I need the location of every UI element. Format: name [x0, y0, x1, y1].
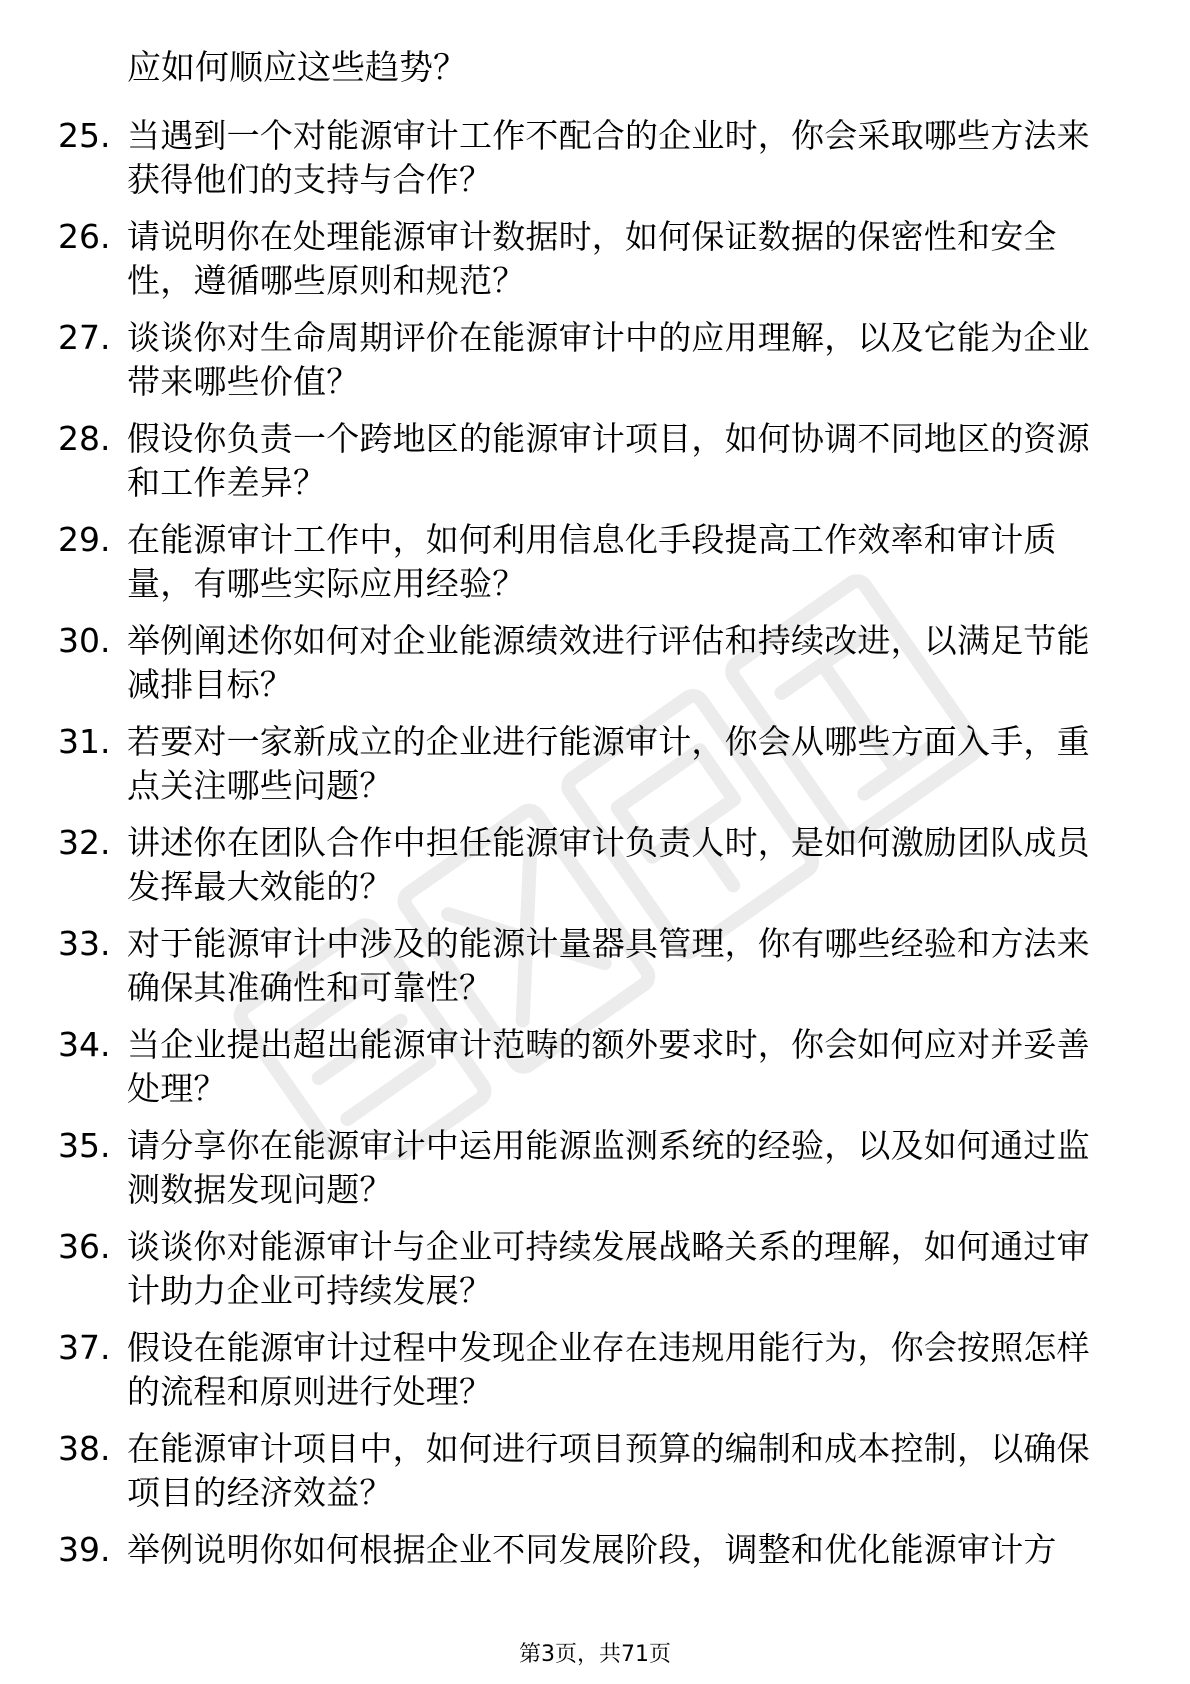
question-item — [0, 417, 1190, 518]
question-item — [0, 1326, 1190, 1427]
question-number: 25. — [58, 116, 111, 155]
question-number: 28. — [58, 419, 111, 458]
question-item — [0, 821, 1190, 922]
question-item — [0, 1528, 1190, 1629]
question-text: 请说明你在处理能源审计数据时，如何保证数据的保密性和安全性，遵循哪些原则和规范？ — [127, 217, 1057, 300]
question-item — [0, 619, 1190, 720]
question-item — [0, 114, 1190, 215]
question-text: 请分享你在能源审计中运用能源监测系统的经验，以及如何通过监测数据发现问题？ — [127, 1126, 1090, 1209]
question-number: 31. — [58, 722, 111, 761]
question-text: 在能源审计项目中，如何进行项目预算的编制和成本控制，以确保项目的经济效益？ — [127, 1429, 1090, 1512]
question-item — [0, 1427, 1190, 1528]
question-number: 37. — [58, 1328, 111, 1367]
question-text: 讲述你在团队合作中担任能源审计负责人时，是如何激励团队成员发挥最大效能的？ — [127, 823, 1090, 906]
question-text: 谈谈你对生命周期评价在能源审计中的应用理解，以及它能为企业带来哪些价值？ — [127, 318, 1090, 401]
continued-question-text: 应如何顺应这些趋势？ — [127, 48, 467, 88]
question-text: 若要对一家新成立的企业进行能源审计，你会从哪些方面入手，重点关注哪些问题？ — [127, 722, 1090, 805]
question-list — [0, 114, 1190, 1629]
question-text: 假设你负责一个跨地区的能源审计项目，如何协调不同地区的资源和工作差异？ — [127, 419, 1090, 502]
question-text: 举例说明你如何根据企业不同发展阶段，调整和优化能源审计方 — [127, 1530, 1057, 1569]
question-text: 谈谈你对能源审计与企业可持续发展战略关系的理解，如何通过审计助力企业可持续发展？ — [127, 1227, 1090, 1310]
question-text: 当企业提出超出能源审计范畴的额外要求时，你会如何应对并妥善处理？ — [127, 1025, 1090, 1108]
question-item — [0, 720, 1190, 821]
question-text: 在能源审计工作中，如何利用信息化手段提高工作效率和审计质量，有哪些实际应用经验？ — [127, 520, 1057, 603]
question-number: 26. — [58, 217, 111, 256]
question-number: 39. — [58, 1530, 111, 1569]
question-number: 29. — [58, 520, 111, 559]
question-text: 假设在能源审计过程中发现企业存在违规用能行为，你会按照怎样的流程和原则进行处理？ — [127, 1328, 1090, 1411]
question-number: 32. — [58, 823, 111, 862]
question-item — [0, 215, 1190, 316]
question-item — [0, 922, 1190, 1023]
question-item — [0, 1124, 1190, 1225]
question-item — [0, 1023, 1190, 1124]
page-number: 第3页，共71页 — [519, 1642, 671, 1667]
question-number: 36. — [58, 1227, 111, 1266]
question-item — [0, 1225, 1190, 1326]
question-number: 33. — [58, 924, 111, 963]
question-text: 举例阐述你如何对企业能源绩效进行评估和持续改进，以满足节能减排目标？ — [127, 621, 1090, 704]
question-number: 27. — [58, 318, 111, 357]
question-number: 35. — [58, 1126, 111, 1165]
question-text: 当遇到一个对能源审计工作不配合的企业时，你会采取哪些方法来获得他们的支持与合作？ — [127, 116, 1090, 199]
question-item — [0, 316, 1190, 417]
question-item — [0, 518, 1190, 619]
page-footer — [0, 1641, 1190, 1669]
question-number: 38. — [58, 1429, 111, 1468]
question-number: 30. — [58, 621, 111, 660]
question-number: 34. — [58, 1025, 111, 1064]
question-text: 对于能源审计中涉及的能源计量器具管理，你有哪些经验和方法来确保其准确性和可靠性？ — [127, 924, 1090, 1007]
